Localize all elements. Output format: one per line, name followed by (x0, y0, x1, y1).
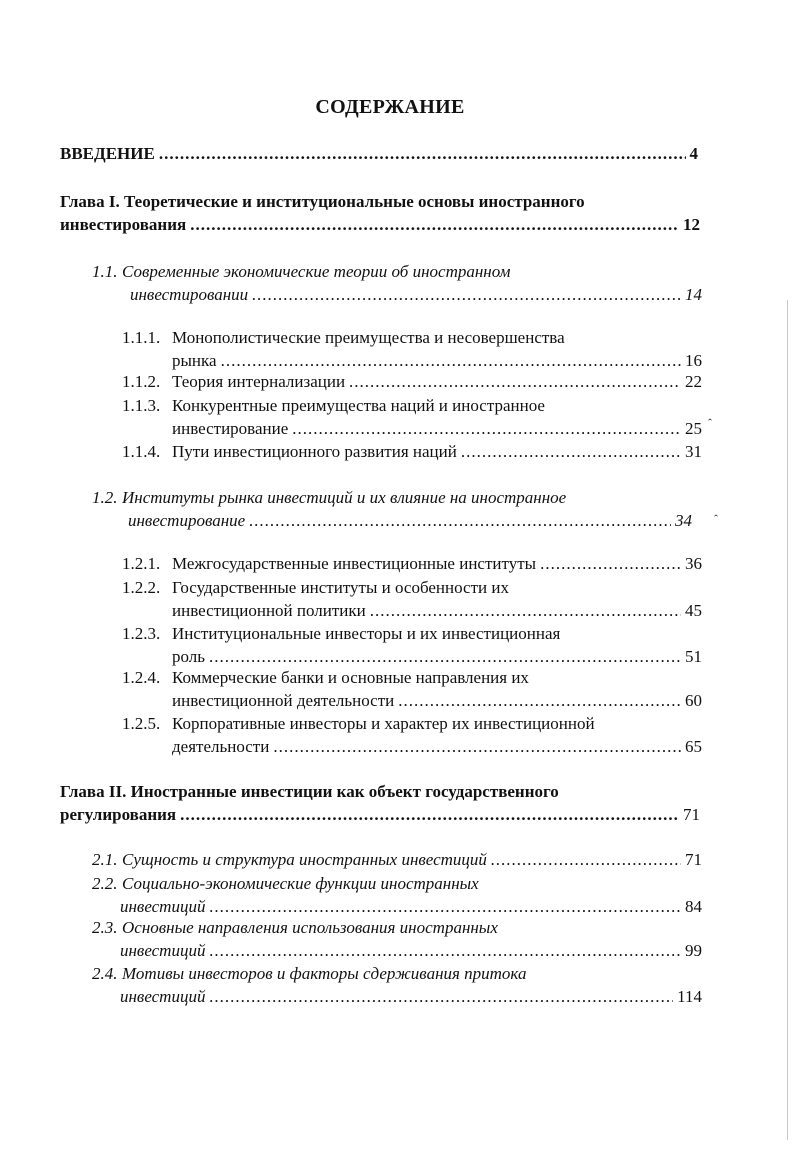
toc-subsection-1-2-4 (122, 666, 702, 712)
toc-chapter-1 (60, 190, 700, 236)
chapter-1-title-line1: Глава I. Теоретические и институциональные основы иностранного (60, 192, 585, 211)
leader-dots (292, 417, 681, 440)
toc-page-number: 60 (685, 691, 702, 710)
section-number: 2.1. (92, 850, 118, 869)
toc-page-number: 65 (685, 737, 702, 756)
leader-dots (209, 939, 681, 962)
chapter-2-title-line2: регулирования (60, 805, 177, 824)
leader-dots (461, 440, 681, 463)
section-number: 1.2. (92, 488, 118, 507)
toc-subsection-1-1-4 (122, 440, 702, 463)
section-title-line2: инвестирование (128, 511, 246, 530)
scan-speck-mark: ˆ (708, 416, 712, 430)
toc-page-number: 99 (685, 941, 702, 960)
toc-page-number: 16 (685, 351, 702, 370)
section-title-line1: Современные экономические теории об иностранном (122, 262, 511, 281)
toc-subsection-1-2-2 (122, 576, 702, 622)
section-number: 2.4. (92, 964, 118, 983)
toc-section-1-1 (92, 260, 702, 306)
chapter-2-title-line1: Глава II. Иностранные инвестиции как объект государственного (60, 782, 559, 801)
subsection-title-line2: инвестирование (172, 419, 289, 438)
toc-page-number: 45 (685, 601, 702, 620)
leader-dots (249, 509, 671, 532)
leader-dots (540, 552, 681, 575)
page-title: СОДЕРЖАНИЕ (315, 96, 465, 118)
subsection-title-line2: деятельности (172, 737, 270, 756)
subsection-title-line2: инвестиционной политики (172, 601, 366, 620)
toc-page-number: 14 (685, 285, 702, 304)
subsection-title-line1: Пути инвестиционного развития наций (172, 442, 457, 461)
subsection-title-line2: инвестиционной деятельности (172, 691, 395, 710)
toc-subsection-1-2-3 (122, 622, 702, 668)
toc-section-2-4 (92, 962, 702, 1008)
section-title-line1: Социально-экономические функции иностранных (122, 874, 479, 893)
toc-page-number: 71 (685, 850, 702, 869)
leader-dots (209, 985, 673, 1008)
toc-page-number: 36 (685, 554, 702, 573)
subsection-number: 1.2.2. (122, 578, 161, 597)
leader-dots (221, 349, 681, 372)
leader-dots (349, 370, 681, 393)
toc-chapter-2 (60, 780, 700, 826)
toc-section-2-3 (92, 916, 702, 962)
subsection-number: 1.1.4. (122, 442, 161, 461)
toc-intro (60, 142, 698, 165)
subsection-title-line1: Корпоративные инвесторы и характер их инвестиционной (172, 714, 595, 733)
toc-page-number: 34 (675, 511, 692, 530)
toc-page-number: 22 (685, 372, 702, 391)
toc-page-number: 51 (685, 647, 702, 666)
toc-subsection-1-1-2 (122, 370, 702, 393)
chapter-1-title-line2: инвестирования (60, 215, 187, 234)
toc-page-number: 4 (689, 144, 698, 163)
section-title-line2: инвестиций (120, 987, 206, 1006)
section-number: 2.3. (92, 918, 118, 937)
leader-dots (491, 848, 681, 871)
leader-dots (370, 599, 681, 622)
subsection-title-line1: Коммерческие банки и основные направления их (172, 668, 529, 687)
section-title-line2: инвестиций (120, 941, 206, 960)
subsection-title-line1: Конкурентные преимущества наций и иностранное (172, 396, 545, 415)
subsection-number: 1.2.3. (122, 624, 161, 643)
subsection-number: 1.2.1. (122, 554, 161, 573)
scan-speck-mark: ˆ (714, 512, 718, 526)
subsection-number: 1.1.3. (122, 396, 161, 415)
leader-dots (159, 142, 686, 165)
section-title-line1: Мотивы инвесторов и факторы сдерживания притока (122, 964, 527, 983)
leader-dots (180, 803, 679, 826)
section-title-line1: Сущность и структура иностранных инвестиций (122, 850, 487, 869)
subsection-title-line1: Институциональные инвесторы и их инвестиционная (172, 624, 561, 643)
leader-dots (273, 735, 681, 758)
toc-subsection-1-2-1 (122, 552, 702, 575)
subsection-title-line1: Межгосударственные инвестиционные институты (172, 554, 537, 573)
section-title-line1: Основные направления использования иностранных (122, 918, 498, 937)
section-number: 2.2. (92, 874, 118, 893)
toc-subsection-1-2-5 (122, 712, 702, 758)
section-title-line2: инвестировании (130, 285, 249, 304)
subsection-title-line1: Монополистические преимущества и несовершенства (172, 328, 565, 347)
leader-dots (190, 213, 679, 236)
toc-page-number: 12 (683, 215, 700, 234)
leader-dots (209, 645, 681, 668)
toc-page-number: 31 (685, 442, 702, 461)
scan-edge-line (787, 300, 788, 1140)
subsection-number: 1.1.2. (122, 372, 161, 391)
toc-intro-label: ВВЕДЕНИЕ (60, 144, 155, 163)
subsection-title-line2: рынка (172, 351, 217, 370)
toc-section-1-2 (92, 486, 702, 532)
toc-section-2-2 (92, 872, 702, 918)
subsection-number: 1.2.4. (122, 668, 161, 687)
toc-page-number: 84 (685, 897, 702, 916)
subsection-title-line2: роль (172, 647, 206, 666)
toc-page-number: 25 (685, 419, 702, 438)
subsection-number: 1.1.1. (122, 328, 161, 347)
toc-page-number: 114 (677, 987, 702, 1006)
leader-dots (209, 895, 681, 918)
subsection-title-line1: Государственные институты и особенности их (172, 578, 509, 597)
section-title-line1: Институты рынка инвестиций и их влияние на иностранное (122, 488, 567, 507)
toc-section-2-1 (92, 848, 702, 871)
section-title-line2: инвестиций (120, 897, 206, 916)
leader-dots (252, 283, 681, 306)
toc-subsection-1-1-3 (122, 394, 702, 440)
section-number: 1.1. (92, 262, 118, 281)
leader-dots (398, 689, 681, 712)
toc-subsection-1-1-1 (122, 326, 702, 372)
subsection-title-line1: Теория интернализации (172, 372, 346, 391)
toc-page-number: 71 (683, 805, 700, 824)
subsection-number: 1.2.5. (122, 714, 161, 733)
